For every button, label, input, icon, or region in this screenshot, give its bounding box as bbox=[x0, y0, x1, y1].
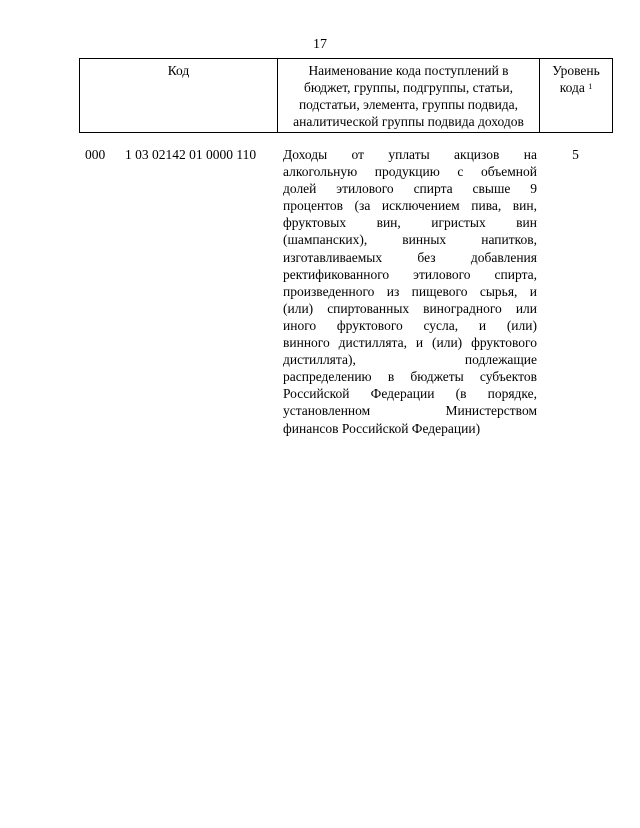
header-name-line: подстатьи, элемента, группы подвида, bbox=[298, 97, 519, 112]
page-number: 17 bbox=[313, 37, 327, 52]
admin-code: 000 bbox=[85, 147, 106, 162]
description-line: Российской Федерации (в порядке, bbox=[283, 386, 537, 402]
description-line: распределению в бюджеты субъектов bbox=[283, 369, 537, 385]
income-code: 1 03 02142 01 0000 110 bbox=[125, 147, 257, 162]
header-name-line: Наименование кода поступлений в bbox=[308, 63, 509, 78]
table-row bbox=[79, 146, 612, 446]
footnote-marker: 1 bbox=[588, 82, 593, 91]
header-code bbox=[80, 59, 278, 133]
header-level-line2: кода bbox=[559, 80, 585, 95]
description-line: винного дистиллята, и (или) фруктового bbox=[283, 335, 537, 351]
header-level-line1: Уровень bbox=[552, 63, 600, 78]
description-line: долей этилового спирта свыше 9 bbox=[283, 181, 537, 197]
description-line: фруктовых вин, игристых вин bbox=[283, 215, 537, 231]
description-line: (шампанских), винных напитков, bbox=[283, 232, 537, 248]
description-line: произведенного из пищевого сырья, и bbox=[283, 283, 537, 299]
description-line: Доходы от уплаты акцизов на bbox=[283, 147, 537, 162]
income-description bbox=[283, 146, 537, 437]
description-line: финансов Российской Федерации) bbox=[283, 420, 481, 436]
description-line: процентов (за исключением пива, вин, bbox=[283, 198, 537, 214]
table-header bbox=[79, 58, 613, 133]
description-line: установленном Министерством bbox=[283, 403, 537, 419]
description-line: иного фруктового сусла, и (или) bbox=[283, 317, 537, 333]
description-line: дистиллята), подлежащие bbox=[283, 352, 537, 368]
header-level-line2-wrap bbox=[543, 79, 609, 96]
level-value: 5 bbox=[572, 147, 579, 162]
description-line: изготавливаемых без добавления bbox=[283, 249, 537, 265]
description-line: ректификованного этилового спирта, bbox=[283, 266, 537, 282]
description-line: алкогольную продукцию с объемной bbox=[283, 164, 537, 180]
header-code-label: Код bbox=[167, 63, 190, 78]
header-level bbox=[540, 59, 613, 133]
header-name bbox=[278, 59, 540, 133]
description-line: (или) спиртованных виноградного или bbox=[283, 300, 537, 316]
header-name-line: аналитической группы подвида доходов bbox=[293, 114, 524, 129]
header-name-line: бюджет, группы, подгруппы, статьи, bbox=[304, 80, 513, 95]
